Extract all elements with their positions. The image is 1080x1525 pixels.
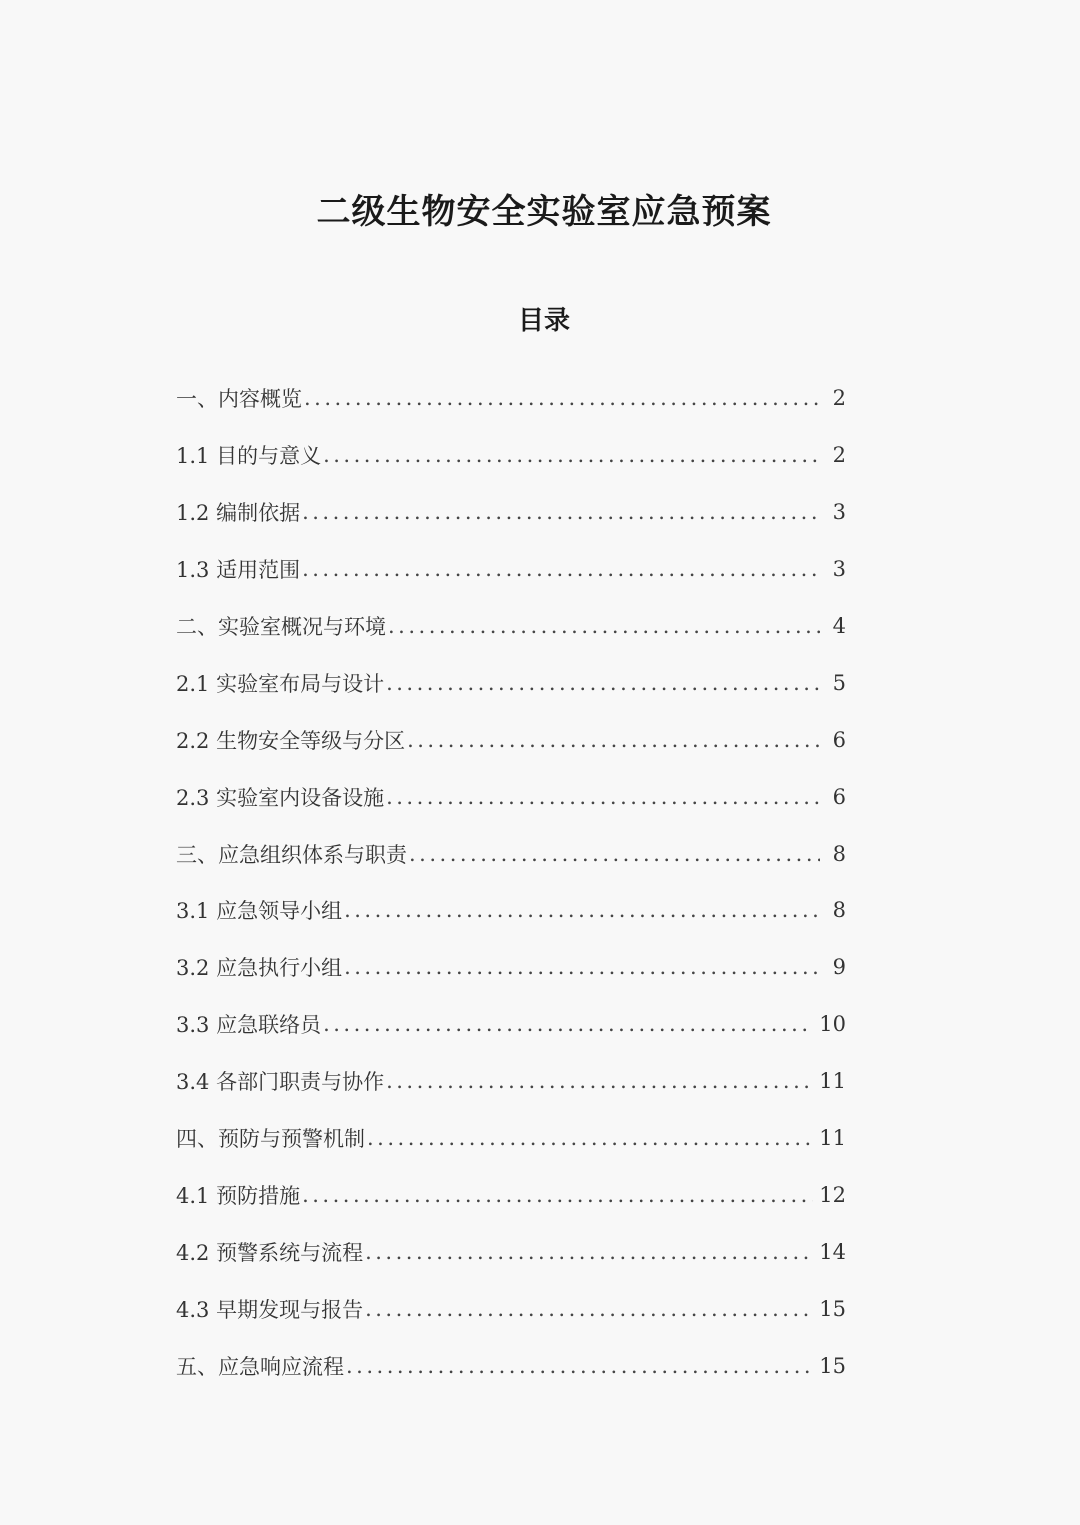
toc-entry-page: 6: [832, 784, 846, 809]
toc-entry[interactable]: [176, 996, 846, 1053]
toc-entry-label: 一、内容概览: [176, 387, 302, 412]
toc-entry[interactable]: [176, 1280, 846, 1337]
toc-dot-leader: [323, 1012, 813, 1036]
toc-entry-page: 15: [819, 1353, 846, 1378]
toc-dot-leader: [323, 443, 820, 467]
toc-dot-leader: [302, 557, 820, 581]
toc-dot-leader: [346, 1354, 813, 1378]
toc-dot-leader: [344, 898, 820, 922]
toc-entry[interactable]: [176, 654, 846, 711]
toc-entry[interactable]: [176, 711, 846, 768]
toc-dot-leader: [407, 728, 820, 752]
toc-entry-label: 3.2 应急执行小组: [176, 956, 343, 981]
table-of-contents: [176, 370, 846, 1394]
toc-entry-page: 8: [832, 898, 846, 923]
toc-dot-leader: [367, 1126, 813, 1150]
toc-entry-label: 2.1 实验室布局与设计: [176, 671, 385, 696]
toc-entry-label: 1.2 编制依据: [176, 501, 301, 526]
toc-entry-page: 11: [819, 1126, 846, 1151]
toc-entry[interactable]: [176, 939, 846, 996]
toc-entry-page: 6: [832, 727, 846, 752]
toc-dot-leader: [302, 500, 820, 524]
toc-entry-label: 4.1 预防措施: [176, 1183, 301, 1208]
toc-dot-leader: [388, 614, 820, 638]
toc-entry[interactable]: [176, 427, 846, 484]
toc-entry[interactable]: [176, 882, 846, 939]
toc-entry-page: 4: [832, 614, 846, 638]
toc-entry[interactable]: [176, 370, 846, 427]
toc-entry[interactable]: [176, 1337, 846, 1394]
toc-entry-page: 2: [832, 443, 846, 468]
toc-entry-page: 15: [819, 1296, 846, 1321]
toc-entry-label: 3.3 应急联络员: [176, 1013, 322, 1038]
toc-entry-label: 四、预防与预警机制: [176, 1127, 365, 1152]
toc-dot-leader: [304, 386, 820, 410]
toc-entry[interactable]: [176, 541, 846, 598]
toc-dot-leader: [386, 671, 820, 695]
toc-dot-leader: [344, 955, 820, 979]
toc-entry[interactable]: [176, 1223, 846, 1280]
toc-entry[interactable]: [176, 825, 846, 882]
document-title: 二级生物安全实验室应急预案: [316, 192, 772, 232]
toc-entry-page: 11: [819, 1069, 846, 1094]
toc-entry-label: 1.1 目的与意义: [176, 444, 322, 469]
toc-dot-leader: [386, 785, 820, 809]
toc-entry-page: 14: [819, 1239, 846, 1264]
toc-entry-page: 3: [832, 500, 846, 525]
toc-entry[interactable]: [176, 768, 846, 825]
toc-entry[interactable]: [176, 1110, 846, 1167]
toc-entry-label: 4.2 预警系统与流程: [176, 1240, 364, 1265]
toc-dot-leader: [365, 1240, 813, 1264]
toc-entry-page: 5: [832, 670, 846, 695]
toc-dot-leader: [386, 1069, 813, 1093]
toc-entry-label: 三、应急组织体系与职责: [176, 842, 407, 867]
toc-entry[interactable]: [176, 1166, 846, 1223]
toc-entry[interactable]: [176, 484, 846, 541]
toc-entry-page: 2: [832, 386, 846, 411]
toc-entry-page: 12: [819, 1182, 846, 1207]
toc-entry-label: 二、实验室概况与环境: [176, 615, 386, 639]
toc-entry[interactable]: [176, 598, 846, 655]
toc-entry-page: 3: [832, 557, 846, 582]
toc-entry-page: 8: [832, 841, 846, 866]
toc-entry-label: 3.1 应急领导小组: [176, 899, 343, 924]
toc-dot-leader: [302, 1183, 813, 1207]
toc-dot-leader: [365, 1297, 813, 1321]
toc-entry-label: 1.3 适用范围: [176, 558, 301, 583]
toc-heading: 目录: [517, 306, 570, 336]
toc-entry[interactable]: [176, 1053, 846, 1110]
toc-entry-page: 9: [832, 955, 846, 980]
toc-entry-label: 3.4 各部门职责与协作: [176, 1070, 385, 1095]
toc-entry-page: 10: [819, 1012, 846, 1037]
toc-entry-label: 五、应急响应流程: [176, 1354, 344, 1379]
toc-entry-label: 2.2 生物安全等级与分区: [176, 728, 406, 753]
toc-dot-leader: [409, 842, 820, 866]
toc-entry-label: 2.3 实验室内设备设施: [176, 785, 385, 810]
toc-entry-label: 4.3 早期发现与报告: [176, 1297, 364, 1322]
